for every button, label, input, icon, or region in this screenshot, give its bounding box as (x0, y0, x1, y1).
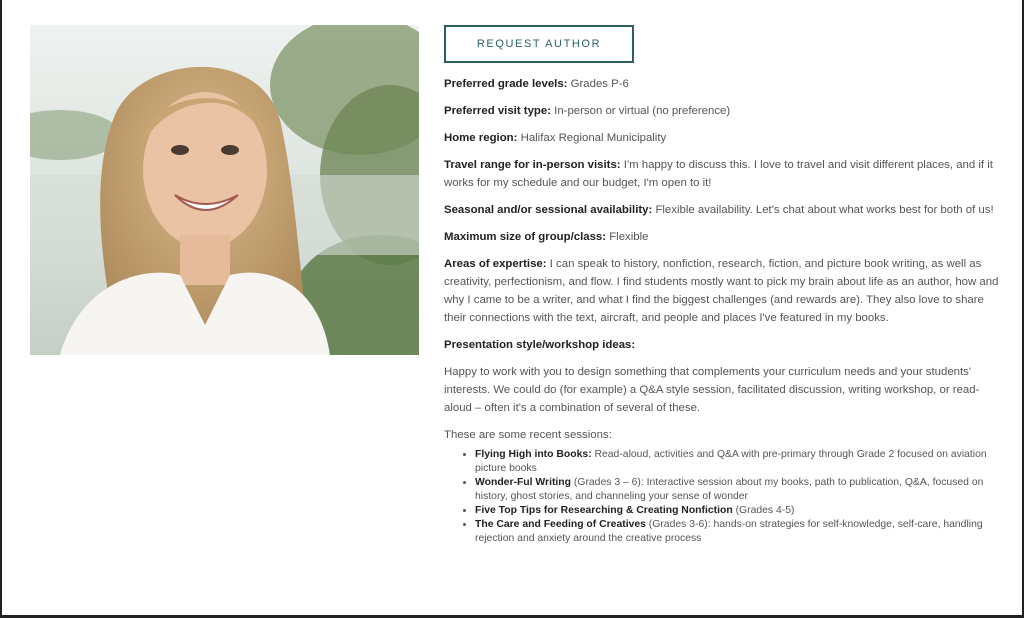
detail-group-size: Maximum size of group/class: Flexible (444, 231, 649, 243)
detail-home-region: Home region: Halifax Regional Municipality (444, 132, 667, 144)
list-item: • The Care and Feeding of Creatives (Grades 3-6): hands-on strategies for self-knowledge, self-care, handling rejection and anxiety around the creative process (475, 518, 999, 546)
author-photo-illustration (30, 25, 419, 355)
author-details (444, 25, 999, 546)
request-author-button[interactable]: REQUEST AUTHOR (444, 25, 634, 63)
author-photo (30, 25, 419, 355)
detail-grade-levels: Preferred grade levels: Grades P-6 (444, 78, 629, 90)
presentation-intro: Happy to work with you to design something that complements your curriculum needs and your students' interests. We could do (for example) a Q&A style session, facilitated discussion, writing workshop, or read-aloud – often it's a combination of several of these. (444, 366, 980, 414)
detail-travel-range: Travel range for in-person visits: I'm happy to discuss this. I love to travel and visit different places, and if it works for my schedule and our budget, I'm open to it! (444, 159, 993, 189)
detail-visit-type: Preferred visit type: In-person or virtual (no preference) (444, 105, 731, 117)
list-item: • Wonder-Ful Writing (Grades 3 – 6): Interactive session about my books, path to publication, Q&A, focused on history, ghost stories, and channeling your sense of wonder (475, 476, 999, 504)
list-item: • Five Top Tips for Researching & Creating Nonfiction (Grades 4-5) (475, 504, 999, 518)
presentation-heading: Presentation style/workshop ideas: (444, 339, 636, 351)
detail-availability: Seasonal and/or sessional availability: Flexible availability. Let's chat about what works best for both of us! (444, 204, 994, 216)
list-item: • Flying High into Books: Read-aloud, activities and Q&A with pre-primary through Grade 2 focused on aviation picture books (475, 448, 999, 476)
sessions-intro: These are some recent sessions: (444, 429, 612, 441)
detail-expertise: Areas of expertise: I can speak to history, nonfiction, research, fiction, and picture book writing, as well as creativity, perfectionism, and flow. I find students mostly want to pick my brain about life as an author, how and why I came to be a writer, and what I find the biggest challenges (and rewards are). They also love to share their connections with the text, aircraft, and people and places I've featured in my books. (444, 258, 999, 324)
sessions-list (444, 448, 999, 546)
